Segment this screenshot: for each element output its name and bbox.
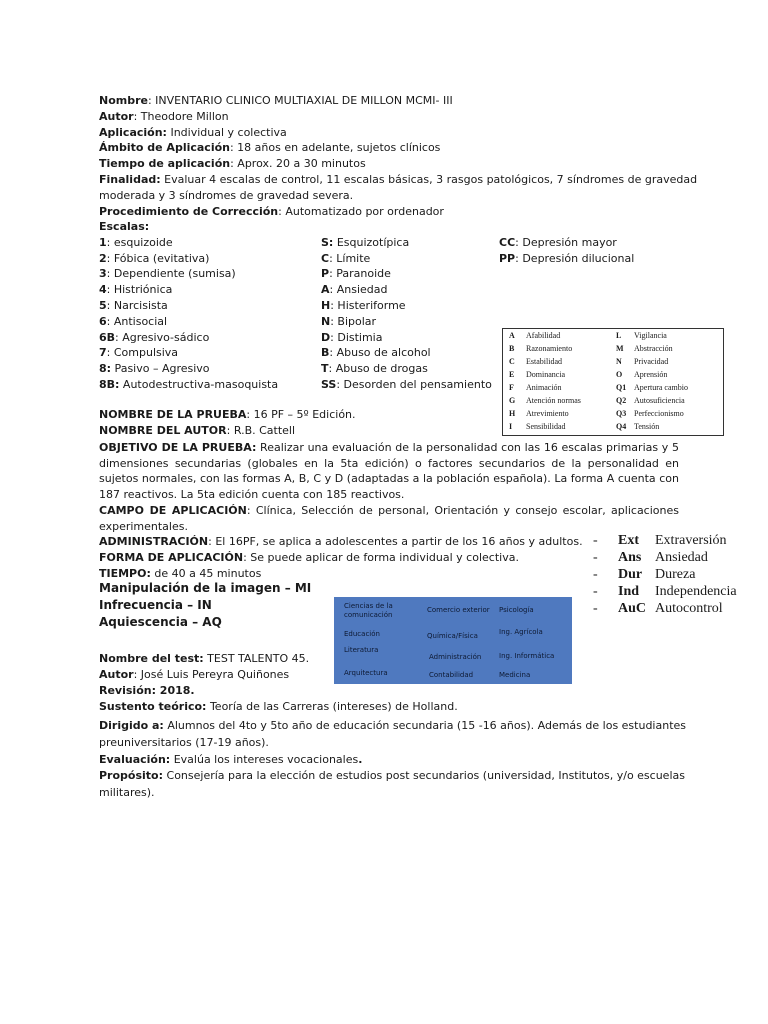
scale-code: 5 — [99, 299, 107, 312]
mcmi-nombre — [99, 94, 453, 107]
factor-name: Atrevimiento — [526, 409, 569, 418]
mcmi-finalidad — [99, 173, 697, 186]
talento-proposito — [99, 769, 685, 782]
factor-code: M — [616, 344, 624, 353]
factor-name: Tensión — [634, 422, 660, 431]
factor-name: Atención normas — [526, 396, 581, 405]
mcmi-tiempo — [99, 157, 366, 170]
talento-dirigido — [99, 719, 686, 732]
talento-revision: Revisión: 2018. — [99, 684, 195, 697]
scale-desc: : Desorden del pensamiento — [336, 378, 492, 391]
mcmi-ambito-label: Ámbito de Aplicación — [99, 141, 230, 154]
factor-name: Razonamiento — [526, 344, 573, 353]
scale-desc: Esquizotípica — [333, 236, 410, 249]
table-row — [503, 343, 723, 355]
scale-code: C — [321, 252, 330, 265]
scale-code: 1 — [99, 236, 107, 249]
scale-code: 8B: — [99, 378, 120, 391]
scale-code: 8: — [99, 362, 112, 375]
pf16-campo — [99, 503, 679, 534]
list-item — [590, 532, 740, 549]
talento-dirigido-label: Dirigido a: — [99, 719, 164, 732]
scale-desc: : Dependiente (sumisa) — [106, 267, 236, 280]
factor-name: Privacidad — [634, 357, 669, 366]
scale-desc: : Histeriforme — [330, 299, 406, 312]
scale-item — [321, 283, 387, 296]
mcmi-autor-label: Autor — [99, 110, 134, 123]
factor-name: Sensibilidad — [526, 422, 566, 431]
scale-code: PP — [499, 252, 516, 265]
scale-code: A — [321, 283, 330, 296]
factor-code: A — [509, 331, 515, 340]
factor-name: Perfeccionismo — [634, 409, 684, 418]
pf16-autor — [99, 424, 295, 437]
mcmi-aplicacion-label: Aplicación: — [99, 126, 167, 139]
pf16-tiempo — [99, 567, 261, 580]
mcmi-aplicacion-value: Individual y colectiva — [166, 126, 287, 139]
factor-name: Estabilidad — [526, 357, 562, 366]
scale-desc: : Límite — [329, 252, 371, 265]
pf16-forma — [99, 551, 519, 564]
scale-desc: : Antisocial — [106, 315, 168, 328]
table-row — [503, 408, 723, 420]
factor-code: E — [509, 370, 515, 379]
factor-name: Dominancia — [526, 370, 566, 379]
scale-code: D — [321, 331, 331, 344]
pf16-campo-value: : Clínica, Selección de personal, Orientación y consejo escolar, aplicaciones experimentales. — [99, 504, 679, 533]
dimension-name: Autocontrol — [655, 601, 723, 616]
scale-desc: : Depresión dilucional — [515, 252, 635, 265]
dimension-code: Ind — [618, 584, 640, 599]
scale-item — [99, 378, 278, 391]
scale-code: CC — [499, 236, 516, 249]
scale-desc: : Abuso de alcohol — [329, 346, 431, 359]
scale-code: T — [321, 362, 329, 375]
dimension-code: AuC — [618, 601, 647, 616]
factor-code: Q2 — [616, 396, 627, 405]
talento-nombre-value: TEST TALENTO 45. — [203, 652, 310, 665]
scale-code: P — [321, 267, 330, 280]
mcmi-autor-value: : Theodore Millon — [133, 110, 229, 123]
pf16-administracion-label: ADMINISTRACIÓN — [99, 535, 209, 548]
factor-name: Animación — [526, 383, 562, 392]
mcmi-nombre-value: : INVENTARIO CLINICO MULTIAXIAL DE MILLON MCMI- III — [147, 94, 453, 107]
mcmi-procedimiento-value: : Automatizado por ordenador — [278, 205, 444, 218]
scale-desc: : Ansiedad — [329, 283, 388, 296]
area-label: Ing. Agrícola — [499, 628, 543, 636]
pf16-autor-label: NOMBRE DEL AUTOR — [99, 424, 227, 437]
scale-item — [99, 331, 209, 344]
factor-code: C — [509, 357, 515, 366]
talento-autor-value: : José Luis Pereyra Quiñones — [133, 668, 290, 681]
scale-desc: : Bipolar — [330, 315, 377, 328]
factor-code: N — [616, 357, 622, 366]
mcmi-escalas-heading: Escalas: — [99, 220, 150, 233]
factor-code: I — [509, 422, 513, 431]
scale-code: 6B — [99, 331, 116, 344]
talento-dirigido-value: Alumnos del 4to y 5to año de educación secundaria (15 -16 años). Además de los estudiantes — [163, 719, 687, 732]
scale-code: B — [321, 346, 330, 359]
table-row — [503, 369, 723, 381]
talento-nombre-label: Nombre del test: — [99, 652, 204, 665]
scale-item — [321, 362, 428, 375]
area-label: Arquitectura — [344, 669, 388, 677]
scale-desc: : Paranoide — [329, 267, 391, 280]
talento-evaluacion-value: Evalúa los intereses vocacionales — [170, 753, 359, 766]
scale-desc: : Narcisista — [106, 299, 168, 312]
mcmi-finalidad-value: Evaluar 4 escalas de control, 11 escalas básicas, 3 rasgos patológicos, 7 síndromes de gravedad — [160, 173, 698, 186]
area-label: Educación — [344, 630, 380, 638]
talento-evaluacion — [99, 753, 362, 766]
vocational-areas-box — [334, 597, 572, 684]
mcmi-nombre-label: Nombre — [99, 94, 148, 107]
scale-code: N — [321, 315, 331, 328]
dimension-code: Ans — [618, 550, 642, 565]
scale-desc: : Distimia — [330, 331, 383, 344]
factor-name: Autosuficiencia — [634, 396, 685, 405]
scale-item — [321, 236, 409, 249]
factor-name: Aprensión — [634, 370, 668, 379]
area-label: Ciencias de la comunicación — [344, 602, 393, 619]
factor-code: O — [616, 370, 623, 379]
scale-desc: : esquizoide — [106, 236, 173, 249]
area-label: Medicina — [499, 671, 531, 679]
scale-code: 7 — [99, 346, 107, 359]
talento-proposito-label: Propósito: — [99, 769, 164, 782]
factor-code: F — [509, 383, 514, 392]
dimension-name: Independencia — [655, 584, 737, 599]
factor-name: Abstracción — [634, 344, 673, 353]
talento-proposito-cont: militares). — [99, 786, 155, 799]
scale-desc: Autodestructiva-masoquista — [119, 378, 279, 391]
pf16-tiempo-value: de 40 a 45 minutos — [150, 567, 262, 580]
pf16-forma-value: : Se puede aplicar de forma individual y colectiva. — [243, 551, 519, 564]
pf16-objetivo — [99, 440, 679, 503]
table-row — [503, 395, 723, 407]
scale-item — [499, 252, 634, 265]
scale-code: H — [321, 299, 331, 312]
pf16-tiempo-label: TIEMPO: — [99, 567, 151, 580]
mcmi-autor — [99, 110, 229, 123]
list-item — [590, 566, 740, 583]
talento-evaluacion-label: Evaluación: — [99, 753, 171, 766]
scale-code: 4 — [99, 283, 107, 296]
pf16-mi: Manipulación de la imagen – MI — [99, 581, 312, 595]
scale-item — [321, 299, 406, 312]
scale-item — [99, 346, 178, 359]
mcmi-procedimiento-label: Procedimiento de Corrección — [99, 205, 279, 218]
talento-nombre — [99, 652, 309, 665]
talento-autor — [99, 668, 289, 681]
dimension-dash: - — [593, 567, 598, 582]
scale-item — [321, 267, 391, 280]
pf16-objetivo-value: Realizar una evaluación de la personalidad con las 16 escalas primarias y 5 dimensiones secundarias (globales en la 5ta edición) o factores secundarios de la personalidad en sujetos normales, con las formas A, B, C y D (adaptadas a la población española). La forma A cuenta con 187 reactivos. La 5ta edición cuenta con 185 reactivos. — [99, 441, 680, 502]
scale-item — [321, 331, 382, 344]
mcmi-tiempo-label: Tiempo de aplicación — [99, 157, 231, 170]
talento-sustento-value: Teoría de las Carreras (intereses) de Holland. — [206, 700, 458, 713]
dimension-dash: - — [593, 550, 598, 565]
scale-item — [99, 362, 210, 375]
scale-item — [99, 252, 209, 265]
factor-code: B — [509, 344, 515, 353]
scale-code: 6 — [99, 315, 107, 328]
scale-desc: : Compulsiva — [106, 346, 179, 359]
pf16-autor-value: : R.B. Cattell — [226, 424, 296, 437]
area-label: Psicología — [499, 606, 534, 614]
dimension-name: Extraversión — [655, 533, 727, 548]
pf16-administracion — [99, 535, 583, 548]
scale-code: 2 — [99, 252, 107, 265]
mcmi-aplicacion — [99, 126, 287, 139]
factor-code: L — [616, 331, 622, 340]
scale-desc: : Histriónica — [106, 283, 173, 296]
scale-desc: Pasivo – Agresivo — [111, 362, 210, 375]
mcmi-ambito — [99, 141, 440, 154]
factor-code: Q3 — [616, 409, 627, 418]
table-row — [503, 330, 723, 342]
pf16-aq: Aquiescencia – AQ — [99, 615, 222, 629]
factor-code: H — [509, 409, 516, 418]
mcmi-procedimiento — [99, 205, 444, 218]
pf16-nombre-value: : 16 PF – 5º Edición. — [246, 408, 356, 421]
dimension-code: Dur — [618, 567, 643, 582]
mcmi-finalidad-cont: moderada y 3 síndromes de gravedad severa. — [99, 189, 354, 202]
list-item — [590, 583, 740, 600]
factor-code: G — [509, 396, 516, 405]
area-label: Contabilidad — [429, 671, 474, 679]
scale-item — [321, 315, 376, 328]
talento-evaluacion-dot: . — [358, 753, 363, 766]
factor-name: Apertura cambio — [634, 383, 688, 392]
table-row — [503, 382, 723, 394]
scale-item — [99, 267, 236, 280]
mcmi-finalidad-label: Finalidad: — [99, 173, 161, 186]
scale-desc: : Abuso de drogas — [328, 362, 428, 375]
pf16-nombre — [99, 408, 356, 421]
area-label: Literatura — [344, 646, 379, 654]
dimension-name: Ansiedad — [655, 550, 708, 565]
scale-item — [99, 315, 167, 328]
pf16-campo-label: CAMPO DE APLICACIÓN — [99, 504, 247, 517]
area-label: Química/Física — [427, 632, 478, 640]
scale-desc: : Agresivo-sádico — [115, 331, 210, 344]
factor-name: Vigilancia — [634, 331, 667, 340]
factor-name: Afabilidad — [526, 331, 561, 340]
dimension-name: Dureza — [655, 567, 696, 582]
area-label: Ing. Informática — [499, 652, 555, 660]
pf16-nombre-label: NOMBRE DE LA PRUEBA — [99, 408, 247, 421]
talento-proposito-value: Consejería para la elección de estudios post secundarios (universidad, Institutos, y/o escuelas — [163, 769, 685, 782]
area-label: Administración — [429, 653, 482, 661]
table-row — [503, 421, 723, 433]
factor-code: Q1 — [616, 383, 627, 392]
scale-desc: : Depresión mayor — [515, 236, 617, 249]
scale-item — [99, 283, 172, 296]
scale-desc: : Fóbica (evitativa) — [106, 252, 210, 265]
mcmi-ambito-value: : 18 años en adelante, sujetos clínicos — [229, 141, 441, 154]
talento-autor-label: Autor — [99, 668, 134, 681]
scale-code: S: — [321, 236, 334, 249]
scale-item — [321, 346, 431, 359]
dimension-dash: - — [593, 601, 598, 616]
dimension-code: Ext — [618, 533, 639, 548]
dimension-dash: - — [593, 533, 598, 548]
scale-item — [321, 252, 370, 265]
scale-item — [99, 236, 173, 249]
talento-sustento — [99, 700, 458, 713]
scale-code: SS — [321, 378, 337, 391]
dimension-dash: - — [593, 584, 598, 599]
scale-code: 3 — [99, 267, 107, 280]
scale-item — [499, 236, 617, 249]
area-label: Comercio exterior — [427, 606, 490, 614]
pf16-forma-label: FORMA DE APLICACIÓN — [99, 551, 244, 564]
pf16-administracion-value: : El 16PF, se aplica a adolescentes a partir de los 16 años y adultos. — [208, 535, 583, 548]
talento-dirigido-cont: preuniversitarios (17-19 años). — [99, 736, 269, 749]
mcmi-tiempo-value: : Aprox. 20 a 30 minutos — [230, 157, 366, 170]
factor-code: Q4 — [616, 422, 627, 431]
list-item — [590, 600, 740, 617]
pf16-in: Infrecuencia – IN — [99, 598, 212, 612]
pf-factors-table — [502, 328, 724, 436]
list-item — [590, 549, 740, 566]
pf16-objetivo-label: OBJETIVO DE LA PRUEBA: — [99, 441, 257, 454]
scale-item — [321, 378, 492, 391]
scale-item — [99, 299, 168, 312]
table-row — [503, 356, 723, 368]
talento-sustento-label: Sustento teórico: — [99, 700, 207, 713]
